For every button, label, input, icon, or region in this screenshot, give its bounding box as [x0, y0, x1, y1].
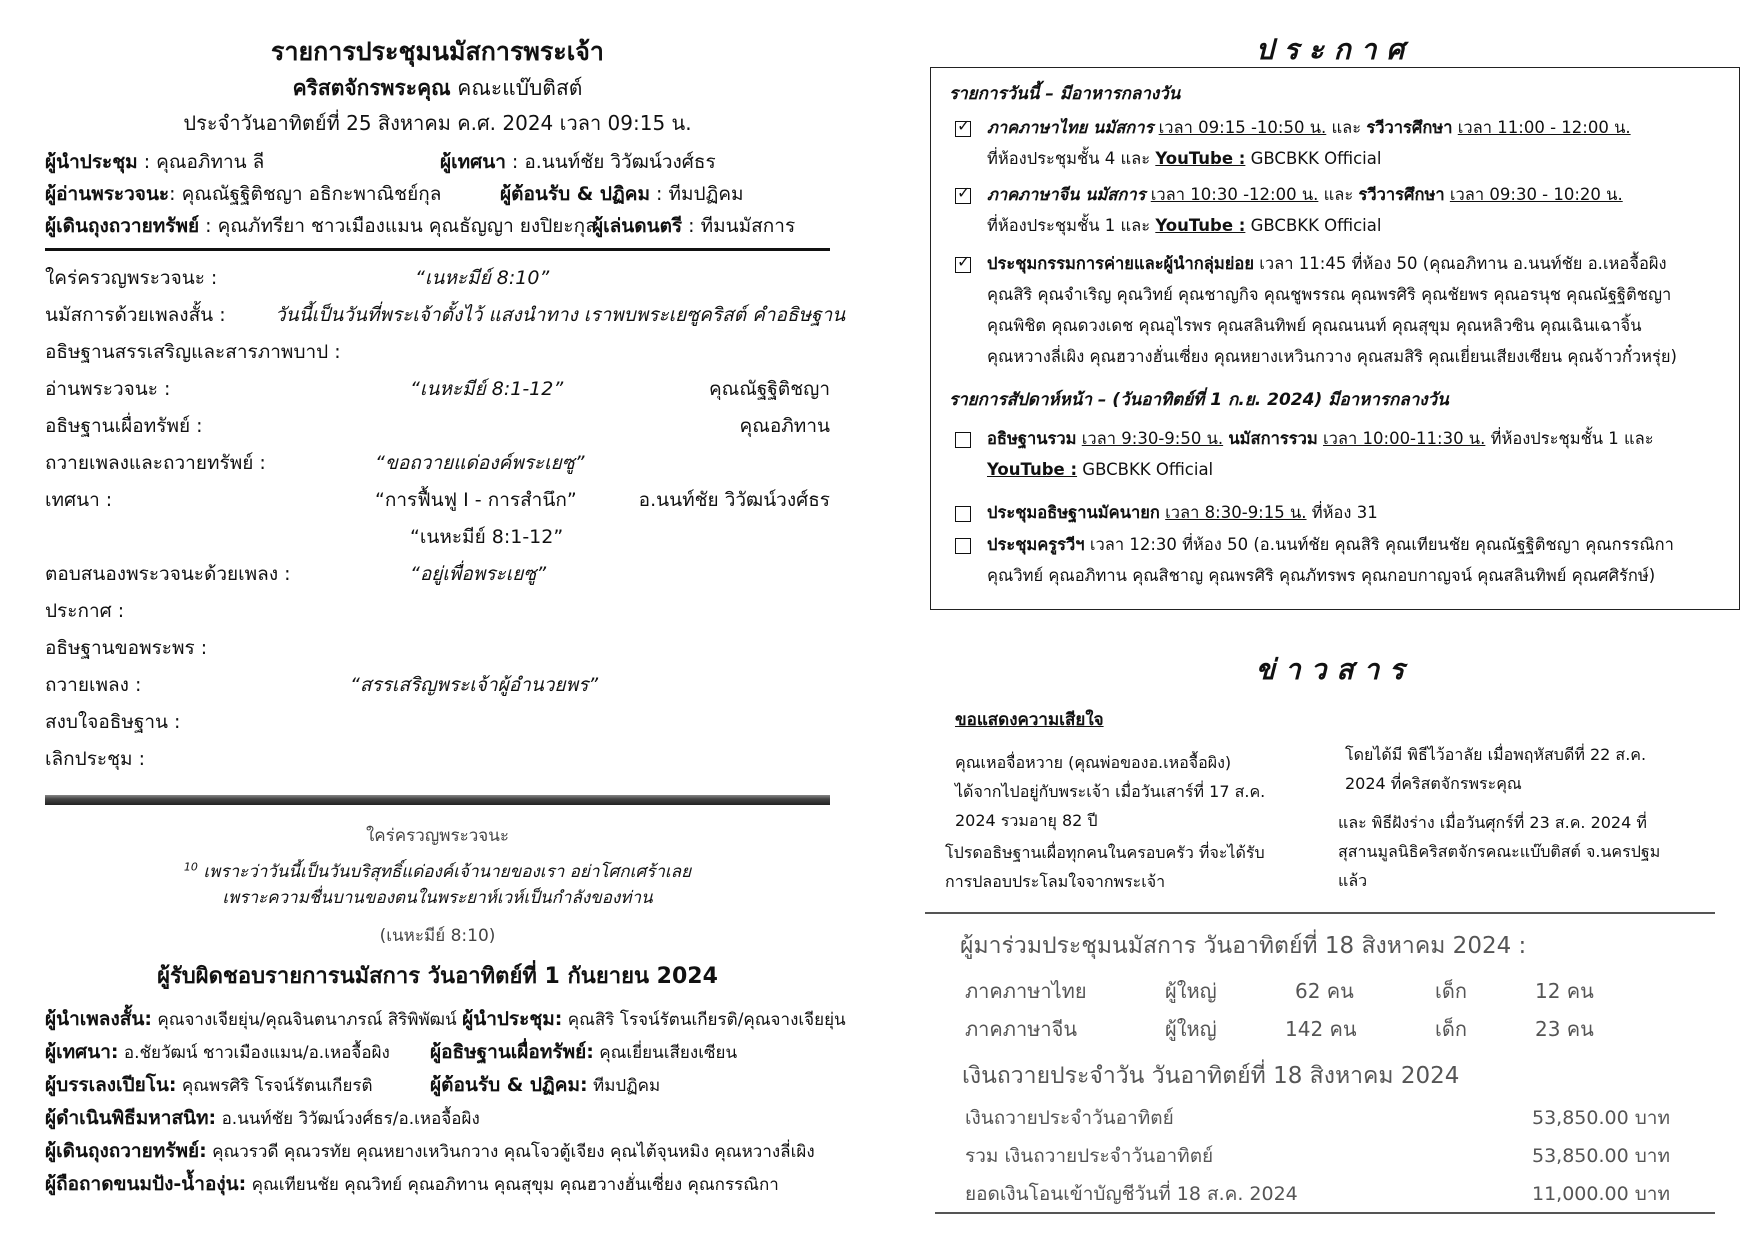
- announcement-item: ภาคภาษาไทย นมัสการ เวลา 09:15 -10:50 น. และ รวีวารศึกษา เวลา 11:00 - 12:00 น. ที่ห้องประชุมชั้น 4 และ YouTube : GBCBKK Official: [987, 118, 1631, 168]
- announcement-item: อธิษฐานรวม เวลา 9:30-9:50 น. นมัสการรวม เวลา 10:00-11:30 น. ที่ห้องประชุมชั้น 1 และ YouTube : GBCBKK Official: [987, 429, 1654, 479]
- condolence-left: คุณเหอจื่อหวาย (คุณพ่อของอ.เหอจื้อผิง) ได้จากไปอยู่กับพระเจ้า เมื่อวันเสาร์ที่ 17 ส.ค. 2024 รวมอายุ 82 ปี: [955, 753, 1266, 830]
- next-role: ผู้ต้อนรับ & ปฏิคม: ทีมปฏิคม: [430, 1074, 661, 1096]
- meditation-verse-line2: เพราะความชื่นบานของตนในพระยาห์เวห์เป็นกำลังของท่าน: [222, 888, 653, 908]
- role-leader: ผู้นำประชุม : คุณอภิทาน ลี: [45, 151, 265, 173]
- order-item: “เนหะมีย์ 8:1-12”: [410, 526, 564, 548]
- checkbox-empty-icon: [955, 506, 971, 522]
- attendance-group: ภาคภาษาไทย: [965, 979, 1087, 1003]
- announcement-item: ภาคภาษาจีน นมัสการ เวลา 10:30 -12:00 น. และ รวีวารศึกษา เวลา 09:30 - 10:20 น. ที่ห้องประชุมชั้น 1 และ YouTube : GBCBKK Official: [987, 185, 1623, 235]
- divider: [925, 912, 1715, 914]
- condolence-right: โดยได้มี พิธีไว้อาลัย เมื่อพฤหัสบดีที่ 22 ส.ค. 2024 ที่คริสตจักรพระคุณ: [1345, 745, 1647, 793]
- offering-amount: 53,850.00 บาท: [1532, 1145, 1670, 1167]
- next-role: ผู้ดำเนินพิธีมหาสนิท: อ.นนท์ชัย วิวัฒน์วงศ์ธร/อ.เหอจื้อผิง: [45, 1107, 480, 1129]
- condolence-burial: และ พิธีฝังร่าง เมื่อวันศุกร์ที่ 23 ส.ค. 2024 ที่ สุสานมูลนิธิคริสตจักรคณะแบ๊บติสต์ จ.นครปฐม แล้ว: [1338, 813, 1661, 890]
- offering-amount: 53,850.00 บาท: [1532, 1107, 1670, 1129]
- role-usher: ผู้ต้อนรับ & ปฏิคม : ทีมปฏิคม: [500, 183, 744, 205]
- divider: [935, 1212, 1715, 1214]
- service-date: ประจำวันอาทิตย์ที่ 25 สิงหาคม ค.ศ. 2024 เวลา 09:15 น.: [183, 111, 692, 135]
- role-preacher: ผู้เทศนา : อ.นนท์ชัย วิวัฒน์วงศ์ธร: [440, 151, 716, 173]
- bulletin-title: รายการประชุมนมัสการพระเจ้า: [271, 37, 604, 66]
- next-role: ผู้บรรเลงเปียโน: คุณพรศิริ โรจน์รัตนเกียรติ: [45, 1074, 373, 1096]
- attendance-adult-count: 142 คน: [1285, 1017, 1357, 1041]
- role-offering: ผู้เดินถุงถวายทรัพย์ : คุณภัทรียา ชาวเมืองแมน คุณธัญญา ยงปิยะกุล: [45, 215, 597, 237]
- attendance-adult-label: ผู้ใหญ่: [1165, 979, 1217, 1003]
- role-musician: ผู้เล่นดนตรี : ทีมนมัสการ: [592, 215, 796, 237]
- order-item: ถวายเพลง : “สรรเสริญพระเจ้าผู้อำนวยพร”: [45, 674, 599, 696]
- order-item: สงบใจอธิษฐาน :: [45, 711, 181, 733]
- attendance-adult-count: 62 คน: [1295, 979, 1354, 1003]
- attendance-adult-label: ผู้ใหญ่: [1165, 1017, 1217, 1041]
- meditation-heading: ใคร่ครวญพระวจนะ: [365, 826, 510, 846]
- attendance-child-count: 12 คน: [1535, 979, 1594, 1003]
- order-item: อธิษฐานขอพระพร :: [45, 637, 208, 659]
- attendance-group: ภาคภาษาจีน: [965, 1017, 1078, 1041]
- announcement-item: ประชุมกรรมการค่ายและผู้นำกลุ่มย่อย เวลา 11:45 ที่ห้อง 50 (คุณอภิทาน อ.นนท์ชัย อ.เหอจื้อผิง คุณสิริ คุณจำเริญ คุณวิทย์ คุณชาญกิจ คุณชูพรรณ คุณพรศิริ คุณชัยพร คุณอรนุช คุณณัฐฐิติชญา คุณพิชิต คุณดวงเดช คุณอุไรพร คุณสลินทิพย์ คุณณนนท์ คุณสุขุม คุณหลิวซิน คุณเฉินเฉาจิ้น คุณหวางลี่เผิง คุณฮวางฮั่นเซี่ยง คุณหยางเหวินกวาง คุณสมสิริ คุณเยี่ยนเสียงเซียน คุณจ้าวกั๋วหรุ่ย): [987, 254, 1677, 366]
- news-title: ข่าวสาร: [1255, 653, 1415, 686]
- meditation-reference: (เนหะมีย์ 8:10): [379, 926, 496, 946]
- checkbox-empty-icon: [955, 432, 971, 448]
- order-item: อธิษฐานเผื่อทรัพย์ : คุณอภิทาน: [45, 415, 830, 437]
- checkbox-empty-icon: [955, 538, 971, 554]
- order-item: อธิษฐานสรรเสริญและสารภาพบาป :: [45, 341, 341, 363]
- thick-divider: [45, 795, 830, 805]
- checkbox-checked-icon: [955, 188, 971, 204]
- announcements-title: ประกาศ: [1255, 33, 1415, 66]
- order-item: เลิกประชุม :: [45, 748, 145, 770]
- order-item: เทศนา : “การฟื้นฟู I - การสำนึก” อ.นนท์ชัย วิวัฒน์วงศ์ธร: [45, 489, 830, 511]
- attendance-child-label: เด็ก: [1435, 979, 1467, 1003]
- checkbox-checked-icon: [955, 121, 971, 137]
- church-name-bold: คริสตจักรพระคุณ: [292, 76, 451, 100]
- next-role: ผู้เดินถุงถวายทรัพย์: คุณวรวดี คุณวรทัย คุณหยางเหวินกวาง คุณโจวตู้เจียง คุณไต้จุนหมิง คุณหวางลี่เผิง: [45, 1140, 815, 1162]
- order-item: ใคร่ครวญพระวจนะ : “เนหะมีย์ 8:10”: [45, 267, 550, 289]
- attendance-child-count: 23 คน: [1535, 1017, 1594, 1041]
- offering-title: เงินถวายประจำวัน วันอาทิตย์ที่ 18 สิงหาคม 2024: [962, 1063, 1460, 1089]
- offering-label: เงินถวายประจำวันอาทิตย์: [965, 1107, 1174, 1129]
- church-denomination: คณะแบ๊บติสต์: [457, 76, 583, 100]
- meditation-verse-line1: $^{10}$ เพราะว่าวันนี้เป็นวันบริสุทธิ์แด่องค์เจ้านายของเรา อย่าโศกเศร้าเลย: [183, 860, 692, 882]
- order-item: นมัสการด้วยเพลงสั้น : วันนี้เป็นวันที่พระเจ้าตั้งไว้ แสงนำทาง เราพบพระเยซูคริสต์ คำอธิษฐาน: [45, 304, 846, 326]
- next-role: ผู้อธิษฐานเผื่อทรัพย์: คุณเยี่ยนเสียงเซียน: [430, 1041, 738, 1063]
- order-item: อ่านพระวจนะ : “เนหะมีย์ 8:1-12” คุณณัฐฐิติชญา: [45, 378, 830, 400]
- attendance-title: ผู้มาร่วมประชุมนมัสการ วันอาทิตย์ที่ 18 สิงหาคม 2024 :: [960, 933, 1527, 959]
- next-role: ผู้ถือถาดขนมปัง-น้ำองุ่น: คุณเทียนชัย คุณวิทย์ คุณอภิทาน คุณสุขุม คุณฮวางฮั่นเซี่ยง คุณกรรณิกา: [45, 1173, 779, 1195]
- condolence-prayer: โปรดอธิษฐานเผื่อทุกคนในครอบครัว ที่จะได้รับ การปลอบประโลมใจจากพระเจ้า: [945, 843, 1265, 891]
- today-heading: รายการวันนี้ – มีอาหารกลางวัน: [949, 84, 1181, 104]
- order-item: ตอบสนองพระวจนะด้วยเพลง : “อยู่เพื่อพระเยซู”: [45, 563, 547, 585]
- checkbox-checked-icon: [955, 257, 971, 273]
- attendance-child-label: เด็ก: [1435, 1017, 1467, 1041]
- next-week-title: ผู้รับผิดชอบรายการนมัสการ วันอาทิตย์ที่ 1 กันยายน 2024: [157, 964, 718, 989]
- announcements-box: [930, 67, 1740, 610]
- order-item: ประกาศ :: [45, 600, 125, 622]
- announcement-item: ประชุมอธิษฐานมัคนายก เวลา 8:30-9:15 น. ที่ห้อง 31: [987, 503, 1378, 522]
- offering-label: ยอดเงินโอนเข้าบัญชีวันที่ 18 ส.ค. 2024: [965, 1183, 1298, 1205]
- offering-amount: 11,000.00 บาท: [1532, 1183, 1670, 1205]
- divider: [45, 248, 830, 251]
- next-role: ผู้เทศนา: อ.ชัยวัฒน์ ชาวเมืองแมน/อ.เหอจื้อผิง: [45, 1041, 390, 1063]
- next-role: ผู้นำเพลงสั้น: คุณจางเจียยุ่น/คุณจินตนาภรณ์ สิริพิพัฒน์ ผู้นำประชุม: คุณสิริ โรจน์รัตนเกียรติ/คุณจางเจียยุ่น: [45, 1008, 846, 1030]
- announcement-item: ประชุมครูรวีฯ เวลา 12:30 ที่ห้อง 50 (อ.นนท์ชัย คุณสิริ คุณเทียนชัย คุณณัฐฐิติชญา คุณกรรณิกา คุณวิทย์ คุณอภิทาน คุณสิชาญ คุณพรศิริ คุณภัทรพร คุณกอบกาญจน์ คุณสลินทิพย์ คุณศศิรักษ์): [987, 535, 1674, 585]
- role-reader: ผู้อ่านพระวจนะ: คุณณัฐฐิติชญา อธิกะพาณิชย์กุล: [45, 183, 442, 205]
- order-item: ถวายเพลงและถวายทรัพย์ : “ขอถวายแด่องค์พระเยซู”: [45, 452, 585, 474]
- next-week-heading: รายการสัปดาห์หน้า – (วันอาทิตย์ที่ 1 ก.ย. 2024) มีอาหารกลางวัน: [949, 390, 1449, 410]
- condolence-heading: ขอแสดงความเสียใจ: [955, 710, 1104, 730]
- church-name: [45, 72, 830, 105]
- offering-label: รวม เงินถวายประจำวันอาทิตย์: [965, 1145, 1214, 1167]
